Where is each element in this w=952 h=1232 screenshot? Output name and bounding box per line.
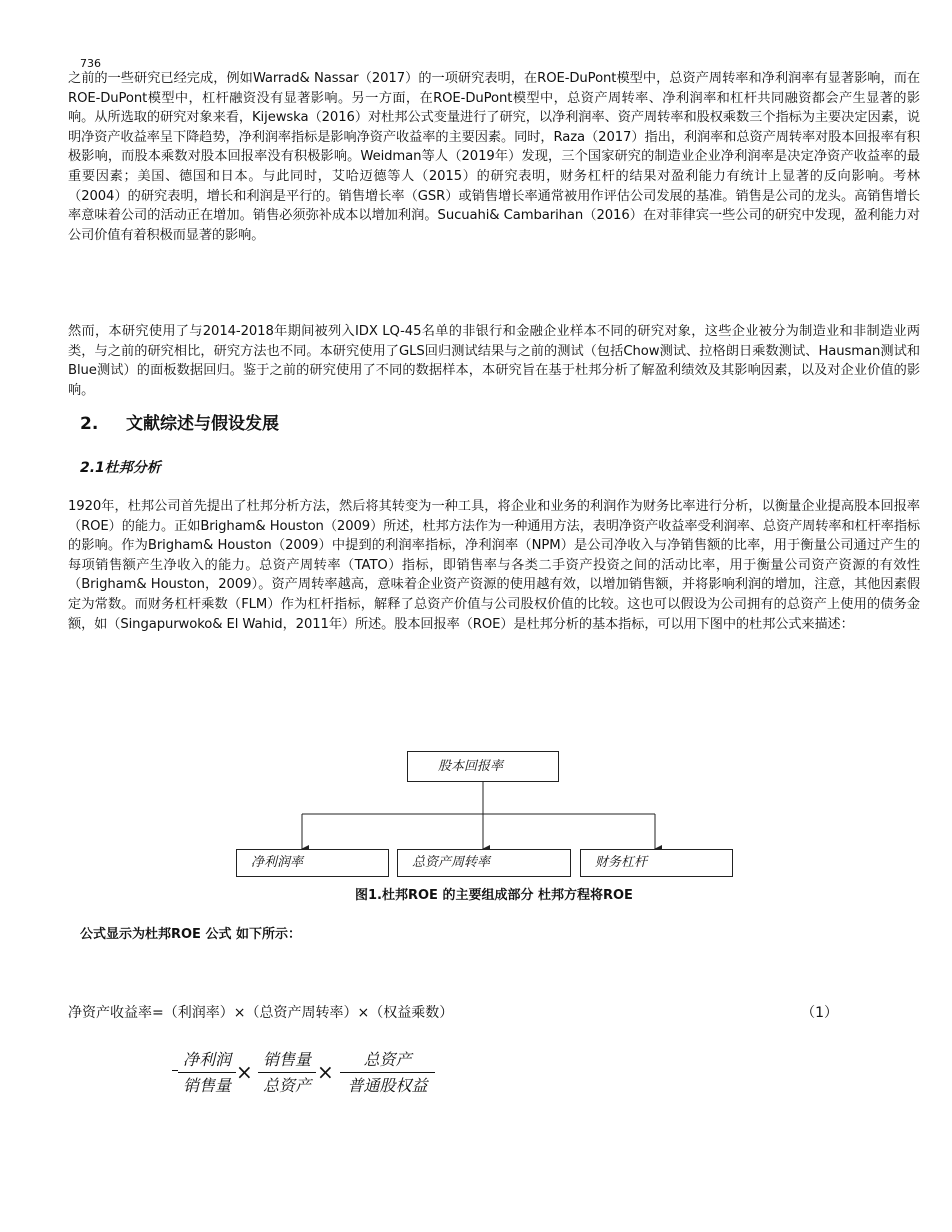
section-heading (80, 409, 279, 434)
paragraph-dupont-analysis: 1920年，杜邦公司首先提出了杜邦分析方法，然后将其转变为一种工具，将企业和业务的利润作为财务比率进行分析，以衡量企业提高股本回报率（ROE）的能力。正如Brigham& Houston（2009）所述，杜邦方法作为一种通用方法，表明净资产收益率受利润率、总资产周转率和杠杆率指标的影响。作为Brigham& Houston（2009）中提到的利润率指标，净利润率（NPM）是公司净收入与净销售额的比率，用于衡量公司通过产生的每项销售额产生净收入的能力。总资产周转率（TATO）指标，即销售率与各类二手资产投资之间的活动比率，用于衡量公司资产资源的有效性（Brigham& Houston，2009）。资产周转率越高，意味着企业资产资源的使用越有效，以增加销售额，并将影响利润的增加，注意，其他因素假定为常数。而财务杠杆乘数（FLM）作为杠杆指标，解释了总资产价值与公司股权价值的比较。这也可以假设为公司拥有的总资产上使用的债务金额，如（Singapurwoko& El Wahid，2011年）所述。股本回报率（ROE）是杜邦分析的基本指标，可以用下图中的杜邦公式来描述： (68, 499, 920, 632)
figure-caption: 图1.杜邦ROE 的主要组成部分 杜邦方程将ROE (355, 888, 633, 903)
fraction-numerator: 净利润 (182, 1050, 231, 1069)
dupont-diagram (0, 740, 952, 880)
section-number: 2. (80, 414, 99, 434)
formula-intro: 公式显示为杜邦ROE 公式 如下所示： (80, 927, 301, 942)
multiply-symbol: × (317, 1060, 334, 1084)
net-profit-margin-box: 净利润率 (236, 849, 389, 877)
section-title: 文献综述与假设发展 (126, 414, 279, 434)
page-number: 736 (80, 57, 101, 70)
fraction-denominator: 总资产 (258, 1072, 316, 1097)
multiply-symbol: × (236, 1060, 253, 1084)
fraction-numerator: 销售量 (262, 1050, 311, 1069)
equation-number: （1） (801, 1005, 838, 1021)
subsection-heading: 2.1杜邦分析 (80, 460, 161, 476)
financial-leverage-box: 财务杠杆 (580, 849, 733, 877)
roe-box: 股本回报率 (407, 751, 559, 782)
fraction-sales-over-assets (258, 1048, 316, 1097)
fraction-net-profit-over-sales (178, 1048, 236, 1097)
paragraph-prior-research: 之前的一些研究已经完成，例如Warrad& Nassar（2017）的一项研究表明，在ROE-DuPont模型中，总资产周转率和净利润率有显著影响，而在ROE-DuPont模型中，杠杆融资没有显著影响。另一方面，在ROE-DuPont模型中，总资产周转率、净利润率和杠杆共同融资都会产生显著的影响。从所选取的研究对象来看，Kijewska（2016）对杜邦公式变量进行了研究，以净利润率、资产周转率和股权乘数三个指标为主要决定因素，说明净资产收益率呈下降趋势，净利润率指标是影响净资产收益率的主要因素。同时，Raza（2017）指出，利润率和总资产周转率对股本回报率有积极影响，而股本乘数对股本回报率没有积极影响。Weidman等人（2019年）发现，三个国家研究的制造业企业净利润率是决定净资产收益率的最重要因素；美国、德国和日本。与此同时，艾哈迈德等人（2015）的研究表明，财务杠杆的结果对盈利能力有统计上显著的反向影响。考林（2004）的研究表明，增长和利润是平行的。销售增长率（GSR）或销售增长率通常被用作评估公司发展的基准。销售是公司的龙头。高销售增长率意味着公司的活动正在增加。销售必须弥补成本以增加利润。Sucuahi& Cambarihan（2016）在对菲律宾一些公司的研究中发现，盈利能力对公司价值有着积极而显著的影响。 (68, 71, 920, 243)
fraction-denominator: 普通股权益 (340, 1072, 435, 1097)
fraction-denominator: 销售量 (178, 1072, 236, 1097)
paragraph-research-scope: 然而，本研究使用了与2014-2018年期间被列入IDX LQ-45名单的非银行和金融企业样本不同的研究对象，这些企业被分为制造业和非制造业两类，与之前的研究相比，研究方法也不同。本研究使用了GLS回归测试结果与之前的测试（包括Chow测试、拉格朗日乘数测试、Hausman测试和Blue测试）的面板数据回归。鉴于之前的研究使用了不同的数据样本，本研究旨在基于杜邦分析了解盈利绩效及其影响因素，以及对企业价值的影响。 (68, 324, 920, 398)
fraction-numerator: 总资产 (363, 1050, 412, 1069)
total-asset-turnover-box: 总资产周转率 (397, 849, 571, 877)
equation-text: 净资产收益率=（利润率）×（总资产周转率）×（权益乘数） (68, 1005, 454, 1021)
fraction-assets-over-common-equity (340, 1048, 435, 1097)
